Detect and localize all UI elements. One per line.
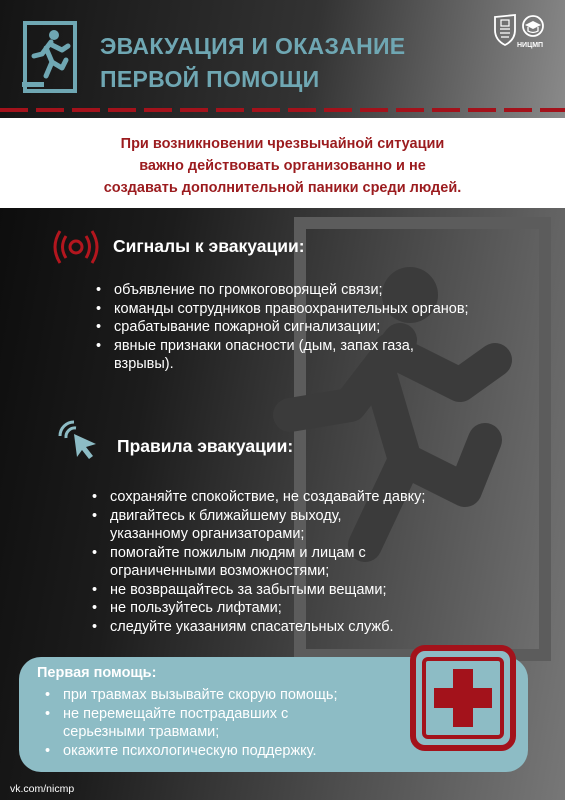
rules-heading: Правила эвакуации: — [117, 436, 294, 456]
list-item: • команды сотрудников правоохранительных органов; — [92, 300, 472, 319]
intro-line-1: При возникновении чрезвычайной ситуации — [120, 136, 445, 152]
list-item: • помогайте пожилым людям и лицам с ограниченными возможностями; — [88, 544, 390, 581]
intro-banner — [0, 118, 565, 208]
first-aid-heading: Первая помощь: — [37, 665, 157, 681]
list-item: • окажите психологическую поддержку. — [41, 742, 337, 761]
list-item: • срабатывание пожарной сигнализации; — [92, 318, 472, 337]
list-item: • явные признаки опасности (дым, запах газа, взрывы). — [92, 337, 472, 374]
exit-running-man-icon — [22, 20, 78, 94]
cursor-click-icon — [56, 418, 102, 464]
alarm-signal-icon — [52, 229, 100, 265]
list-item: • сохраняйте спокойствие, не создавайте давку; — [88, 488, 518, 507]
logo-caption: НИЦМП — [517, 42, 544, 49]
list-item: • не возвращайтесь за забытыми вещами; — [88, 581, 518, 600]
footer-link-text: vk.com/nicmp — [10, 783, 75, 795]
header-banner — [0, 0, 565, 118]
list-item: • не пользуйтесь лифтами; — [88, 599, 518, 618]
title-line-1: ЭВАКУАЦИЯ И ОКАЗАНИЕ — [100, 33, 406, 59]
list-item: • объявление по громкоговорящей связи; — [92, 281, 472, 300]
red-dashed-divider — [0, 106, 565, 114]
signals-list — [92, 281, 472, 374]
intro-text — [0, 118, 565, 199]
list-item: • двигайтесь к ближайшему выходу, указанному организаторами; — [88, 507, 380, 544]
list-item: • следуйте указаниям спасательных служб. — [88, 618, 518, 637]
list-item: • не перемещайте пострадавших с серьезными травмами; — [41, 705, 323, 742]
rules-list — [88, 488, 518, 636]
first-aid-list — [41, 686, 337, 760]
list-item: • при травмах вызывайте скорую помощь; — [41, 686, 337, 705]
intro-line-2: важно действовать организованно и не — [139, 158, 426, 174]
signals-heading: Сигналы к эвакуации: — [113, 236, 305, 256]
medical-cross-icon — [410, 645, 516, 751]
page-title — [100, 30, 405, 96]
intro-line-3: создавать дополнительной паники среди людей. — [103, 180, 462, 196]
title-line-2: ПЕРВОЙ ПОМОЩИ — [100, 66, 320, 92]
